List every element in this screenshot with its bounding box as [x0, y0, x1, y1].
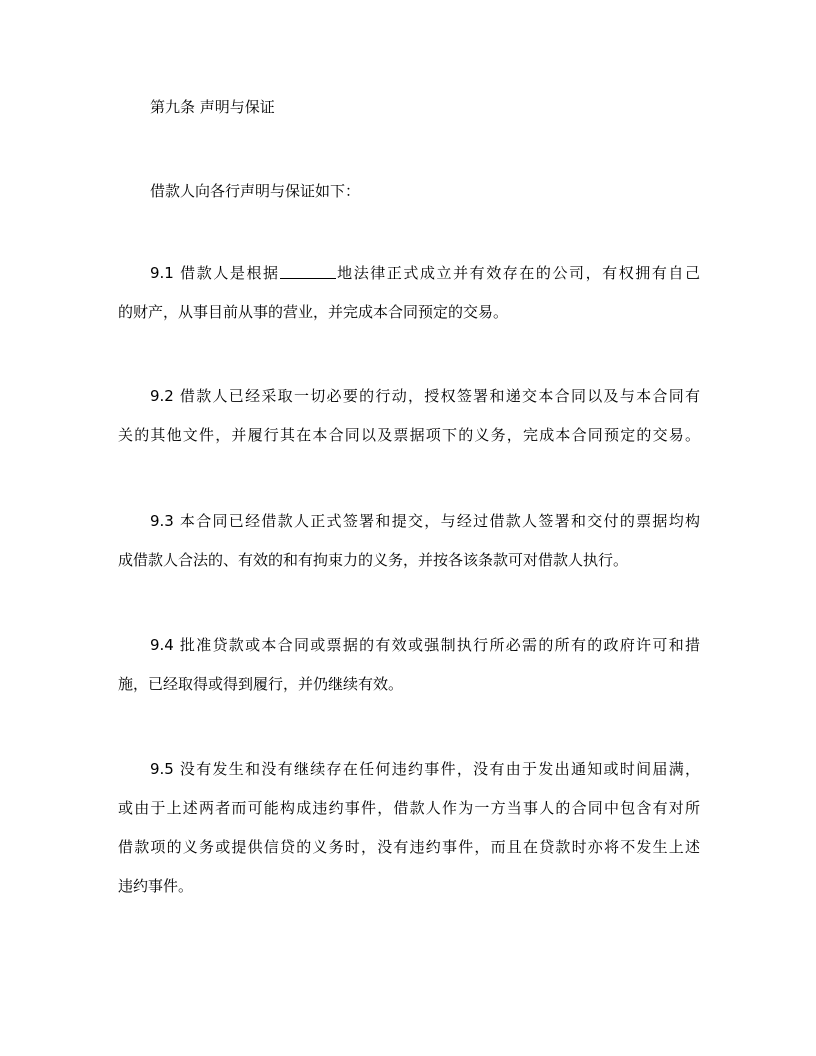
clause-9-4-line-2: 施，已经取得或得到履行，并仍继续有效。	[118, 675, 404, 693]
section-heading-text: 第九条 声明与保证	[150, 98, 275, 116]
clause-9-1	[118, 262, 700, 340]
clause-9-4	[118, 634, 700, 712]
clause-9-3-line-2: 成借款人合法的、有效的和有拘束力的义务，并按各该条款可对借款人执行。	[118, 551, 629, 569]
clause-9-2-line-1: 9.2 借款人已经采取一切必要的行动，授权签署和递交本合同以及与本合同有	[150, 387, 700, 405]
fill-in-blank	[280, 264, 336, 279]
clause-9-5-line-2: 或由于上述两者而可能构成违约事件，借款人作为一方当事人的合同中包含有对所	[118, 799, 700, 817]
clause-9-5-line-3: 借款项的义务或提供信贷的义务时，没有违约事件，而且在贷款时亦将不发生上述	[118, 838, 700, 856]
intro-paragraph	[118, 180, 700, 219]
clause-9-5-line-4: 违约事件。	[118, 877, 194, 895]
clause-9-1-line-2: 的财产，从事目前从事的营业，并完成本合同预定的交易。	[118, 303, 509, 321]
clause-9-5	[118, 758, 700, 914]
intro-text: 借款人向各行声明与保证如下：	[150, 182, 361, 200]
clause-9-1-text-after-blank: 地法律正式成立并有效存在的公司，有权拥有自己	[335, 264, 700, 282]
clause-9-3-line-1: 9.3 本合同已经借款人正式签署和提交，与经过借款人签署和交付的票据均构	[150, 512, 700, 530]
section-heading	[118, 96, 700, 135]
clause-9-3	[118, 510, 700, 588]
clause-9-5-line-1: 9.5 没有发生和没有继续存在任何违约事件，没有由于发出通知或时间届满，	[150, 760, 700, 778]
clause-9-1-text-before-blank: 9.1 借款人是根据	[150, 264, 280, 282]
clause-9-2	[118, 385, 700, 463]
clause-9-1-line-1	[118, 262, 700, 301]
clause-9-4-line-1: 9.4 批准贷款或本合同或票据的有效或强制执行所必需的所有的政府许可和措	[150, 636, 700, 654]
clause-9-2-line-2: 关的其他文件，并履行其在本合同以及票据项下的义务，完成本合同预定的交易。	[118, 426, 700, 444]
